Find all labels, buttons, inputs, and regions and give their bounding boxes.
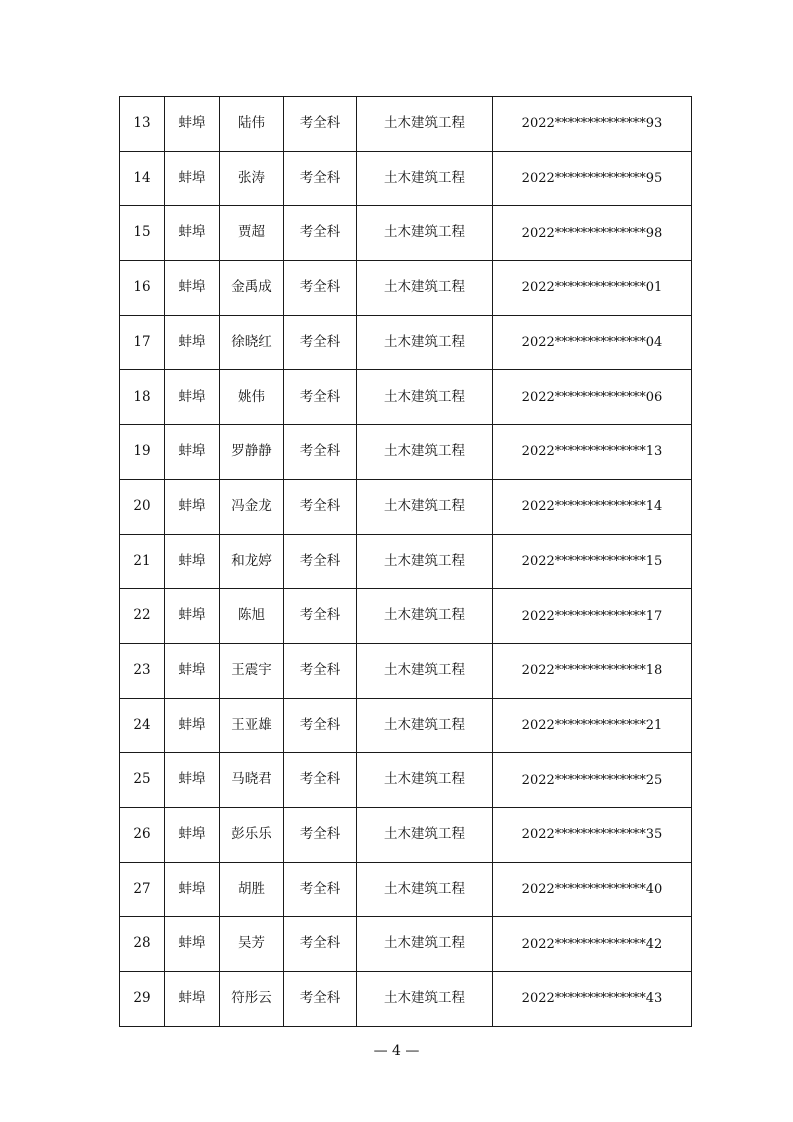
cell-city: 蚌埠 bbox=[165, 315, 220, 370]
cell-admission-id: 2022**************93 bbox=[493, 97, 692, 152]
cell-name: 彭乐乐 bbox=[220, 807, 284, 862]
cell-exam-type: 考全科 bbox=[284, 206, 357, 261]
cell-exam-type: 考全科 bbox=[284, 370, 357, 425]
cell-admission-id: 2022**************25 bbox=[493, 753, 692, 808]
cell-exam-type: 考全科 bbox=[284, 151, 357, 206]
table-row bbox=[120, 261, 692, 316]
cell-exam-type: 考全科 bbox=[284, 807, 357, 862]
cell-city: 蚌埠 bbox=[165, 917, 220, 972]
cell-admission-id: 2022**************06 bbox=[493, 370, 692, 425]
cell-number: 26 bbox=[120, 807, 165, 862]
cell-exam-type: 考全科 bbox=[284, 972, 357, 1027]
candidate-table bbox=[119, 96, 692, 1027]
cell-number: 13 bbox=[120, 97, 165, 152]
cell-name: 陈旭 bbox=[220, 589, 284, 644]
cell-number: 28 bbox=[120, 917, 165, 972]
cell-name: 马晓君 bbox=[220, 753, 284, 808]
cell-major: 土木建筑工程 bbox=[357, 315, 493, 370]
cell-city: 蚌埠 bbox=[165, 862, 220, 917]
cell-number: 22 bbox=[120, 589, 165, 644]
table-row bbox=[120, 479, 692, 534]
cell-name: 胡胜 bbox=[220, 862, 284, 917]
cell-major: 土木建筑工程 bbox=[357, 917, 493, 972]
table-row bbox=[120, 643, 692, 698]
cell-number: 16 bbox=[120, 261, 165, 316]
cell-number: 14 bbox=[120, 151, 165, 206]
table-row bbox=[120, 972, 692, 1027]
cell-major: 土木建筑工程 bbox=[357, 97, 493, 152]
cell-admission-id: 2022**************14 bbox=[493, 479, 692, 534]
cell-city: 蚌埠 bbox=[165, 370, 220, 425]
cell-number: 17 bbox=[120, 315, 165, 370]
cell-admission-id: 2022**************04 bbox=[493, 315, 692, 370]
cell-name: 和龙婷 bbox=[220, 534, 284, 589]
cell-name: 徐晓红 bbox=[220, 315, 284, 370]
cell-city: 蚌埠 bbox=[165, 425, 220, 480]
cell-name: 贾超 bbox=[220, 206, 284, 261]
cell-exam-type: 考全科 bbox=[284, 425, 357, 480]
cell-major: 土木建筑工程 bbox=[357, 479, 493, 534]
cell-major: 土木建筑工程 bbox=[357, 425, 493, 480]
cell-major: 土木建筑工程 bbox=[357, 151, 493, 206]
cell-exam-type: 考全科 bbox=[284, 315, 357, 370]
table-row bbox=[120, 97, 692, 152]
table-row bbox=[120, 862, 692, 917]
cell-city: 蚌埠 bbox=[165, 261, 220, 316]
cell-admission-id: 2022**************95 bbox=[493, 151, 692, 206]
cell-admission-id: 2022**************43 bbox=[493, 972, 692, 1027]
cell-exam-type: 考全科 bbox=[284, 917, 357, 972]
cell-city: 蚌埠 bbox=[165, 807, 220, 862]
cell-name: 陆伟 bbox=[220, 97, 284, 152]
table-row bbox=[120, 370, 692, 425]
cell-admission-id: 2022**************15 bbox=[493, 534, 692, 589]
candidate-table-body bbox=[120, 97, 692, 1027]
cell-admission-id: 2022**************21 bbox=[493, 698, 692, 753]
cell-name: 王亚雄 bbox=[220, 698, 284, 753]
table-row bbox=[120, 917, 692, 972]
table-row bbox=[120, 807, 692, 862]
cell-major: 土木建筑工程 bbox=[357, 862, 493, 917]
table-row bbox=[120, 753, 692, 808]
cell-number: 21 bbox=[120, 534, 165, 589]
cell-city: 蚌埠 bbox=[165, 97, 220, 152]
cell-exam-type: 考全科 bbox=[284, 862, 357, 917]
cell-number: 23 bbox=[120, 643, 165, 698]
table-row bbox=[120, 315, 692, 370]
cell-major: 土木建筑工程 bbox=[357, 589, 493, 644]
cell-admission-id: 2022**************01 bbox=[493, 261, 692, 316]
cell-city: 蚌埠 bbox=[165, 643, 220, 698]
cell-major: 土木建筑工程 bbox=[357, 698, 493, 753]
cell-major: 土木建筑工程 bbox=[357, 370, 493, 425]
cell-name: 吴芳 bbox=[220, 917, 284, 972]
cell-exam-type: 考全科 bbox=[284, 698, 357, 753]
cell-city: 蚌埠 bbox=[165, 972, 220, 1027]
cell-name: 姚伟 bbox=[220, 370, 284, 425]
cell-name: 冯金龙 bbox=[220, 479, 284, 534]
cell-city: 蚌埠 bbox=[165, 479, 220, 534]
cell-exam-type: 考全科 bbox=[284, 97, 357, 152]
cell-major: 土木建筑工程 bbox=[357, 807, 493, 862]
cell-number: 15 bbox=[120, 206, 165, 261]
table-row bbox=[120, 206, 692, 261]
cell-name: 张涛 bbox=[220, 151, 284, 206]
cell-admission-id: 2022**************13 bbox=[493, 425, 692, 480]
cell-number: 25 bbox=[120, 753, 165, 808]
cell-city: 蚌埠 bbox=[165, 753, 220, 808]
cell-number: 20 bbox=[120, 479, 165, 534]
cell-city: 蚌埠 bbox=[165, 206, 220, 261]
cell-major: 土木建筑工程 bbox=[357, 753, 493, 808]
cell-exam-type: 考全科 bbox=[284, 753, 357, 808]
cell-number: 18 bbox=[120, 370, 165, 425]
cell-name: 王震宇 bbox=[220, 643, 284, 698]
page-number: — 4 — bbox=[373, 1043, 420, 1059]
cell-admission-id: 2022**************40 bbox=[493, 862, 692, 917]
cell-admission-id: 2022**************18 bbox=[493, 643, 692, 698]
cell-admission-id: 2022**************42 bbox=[493, 917, 692, 972]
cell-number: 27 bbox=[120, 862, 165, 917]
cell-exam-type: 考全科 bbox=[284, 589, 357, 644]
cell-city: 蚌埠 bbox=[165, 534, 220, 589]
table-row bbox=[120, 698, 692, 753]
cell-major: 土木建筑工程 bbox=[357, 972, 493, 1027]
cell-admission-id: 2022**************35 bbox=[493, 807, 692, 862]
cell-exam-type: 考全科 bbox=[284, 534, 357, 589]
cell-name: 罗静静 bbox=[220, 425, 284, 480]
table-row bbox=[120, 425, 692, 480]
cell-exam-type: 考全科 bbox=[284, 261, 357, 316]
cell-number: 24 bbox=[120, 698, 165, 753]
cell-city: 蚌埠 bbox=[165, 589, 220, 644]
table-row bbox=[120, 151, 692, 206]
cell-exam-type: 考全科 bbox=[284, 643, 357, 698]
cell-name: 金禹成 bbox=[220, 261, 284, 316]
cell-major: 土木建筑工程 bbox=[357, 534, 493, 589]
table-row bbox=[120, 534, 692, 589]
cell-major: 土木建筑工程 bbox=[357, 643, 493, 698]
cell-number: 19 bbox=[120, 425, 165, 480]
cell-name: 符彤云 bbox=[220, 972, 284, 1027]
cell-major: 土木建筑工程 bbox=[357, 206, 493, 261]
cell-admission-id: 2022**************17 bbox=[493, 589, 692, 644]
cell-exam-type: 考全科 bbox=[284, 479, 357, 534]
cell-city: 蚌埠 bbox=[165, 698, 220, 753]
cell-admission-id: 2022**************98 bbox=[493, 206, 692, 261]
cell-number: 29 bbox=[120, 972, 165, 1027]
table-row bbox=[120, 589, 692, 644]
cell-city: 蚌埠 bbox=[165, 151, 220, 206]
cell-major: 土木建筑工程 bbox=[357, 261, 493, 316]
